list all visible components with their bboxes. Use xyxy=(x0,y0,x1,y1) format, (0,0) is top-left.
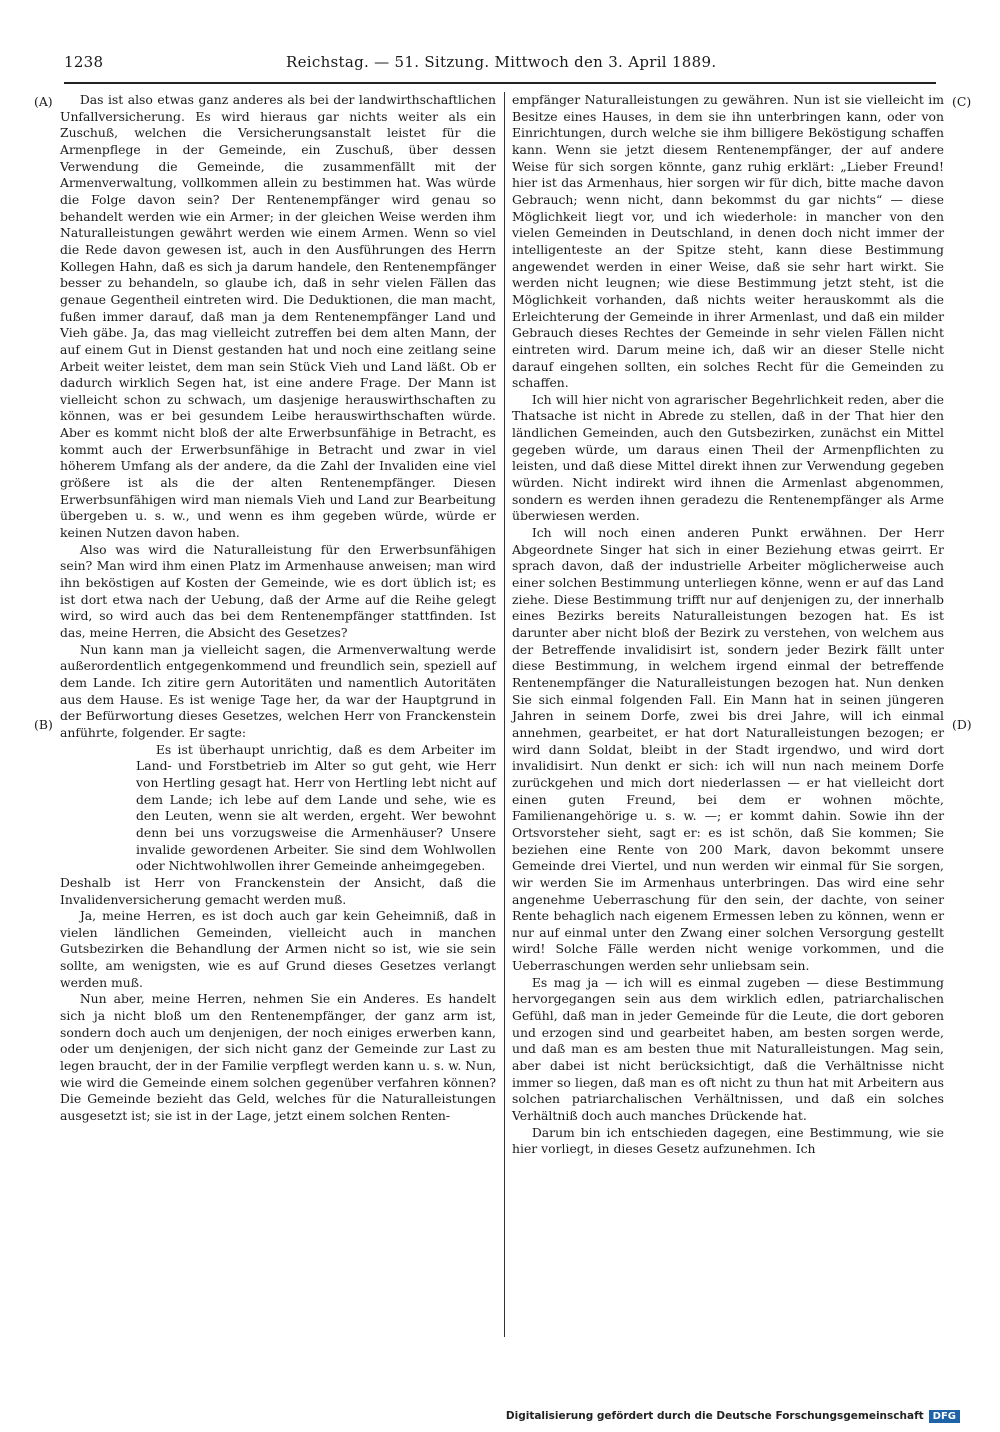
header-rule xyxy=(64,82,936,84)
paragraph: Es mag ja — ich will es einmal zugeben — diese Bestimmung hervorgegangen sein aus dem wirklich edlen, patriarchalischen Gefühl, daß man in jeder Gemeinde für die Leute, die dort geboren und erzogen sind und gearbeitet haben, am besten sorgen werde, und daß man es am besten thue mit Naturalleistungen. Mag sein, aber dabei ist nicht berücksichtigt, daß die Verhältnisse nicht immer so liegen, daß man es oft nicht zu thun hat mit Arbeitern aus solchen patriarchalischen Verhältnissen, und daß ein solches Verhältniß doch auch manches Drückende hat. xyxy=(512,974,944,1124)
block-quote: Es ist überhaupt unrichtig, daß es dem Arbeiter im Land- und Forstbetrieb im Alter so gut geht, wie Herr von Hertling gesagt hat. Herr von Hertling lebt nicht auf dem Lande; ich lebe auf dem Lande und sehe, wie es den Leuten, wenn sie alt werden, ergeht. Wer bewohnt denn bei uns vorzugsweise die Armenhäuser? Unsere invalide gewordenen Arbeiter. Sie sind dem Wohlwollen oder Nichtwohlwollen ihrer Gemeinde anheimgegeben. xyxy=(136,741,496,874)
paragraph: Nun aber, meine Herren, nehmen Sie ein Anderes. Es handelt sich ja nicht bloß um den Rentenempfänger, der ganz arm ist, sondern doch auch um denjenigen, der noch einiges erwerben kann, oder um denjenigen, der sich nicht ganz der Gemeinde zur Last zu legen braucht, der in der Familie verpflegt werden kann u. s. w. Nun, wie wird die Gemeinde einem solchen gegenüber verfahren können? Die Gemeinde bezieht das Geld, welches für die Naturalleistungen ausgesetzt ist; sie ist in der Lage, jetzt einem solchen Renten- xyxy=(60,991,496,1124)
paragraph: Ich will noch einen anderen Punkt erwähnen. Der Herr Abgeordnete Singer hat sich in einer Beziehung etwas geirrt. Er sprach davon, daß der industrielle Arbeiter möglicherweise auch einer solchen Bestimmung unterliegen könne, wenn er auf das Land ziehe. Diese Bestimmung trifft nur auf denjenigen zu, der innerhalb eines Bezirks bereits Naturalleistungen bezogen hat. Es ist darunter aber nicht bloß der Bezirk zu verstehen, von welchem aus der Betreffende invalidisirt ist, sondern jeder Bezirk fällt unter diese Bestimmung, in welchem irgend einmal der betreffende Rentenempfänger die Naturalleistungen bezogen hat. Nun denken Sie sich einmal folgenden Fall. Ein Mann hat in seinen jüngeren Jahren in seinem Dorfe, zwei bis drei Jahre, will ich einmal annehmen, gearbeitet, er hat dort Naturalleistungen bezogen; er wird dann Soldat, bleibt in der Stadt irgendwo, und wird dort invalidisirt. Nun denkt er sich: ich will nun nach meinem Dorfe zurückgehen und mich dort niederlassen — er hat vielleicht dort einen guten Freund, bei dem er wohnen möchte, Familienangehörige u. s. w. —; er kommt dahin. Sowie ihn der Ortsvorsteher sieht, sagt er: es ist schön, daß Sie kommen; Sie beziehen eine Rente von 200 Mark, davon bekommt unsere Gemeinde drei Viertel, und nun werden wir einmal für Sie sorgen, wir werden Sie im Armenhaus unterbringen. Das wird eine sehr angenehme Ueberraschung für den sein, der dachte, von seiner Rente behaglich nach eigenem Ermessen leben zu können, wenn er nur auf einmal unter den Zwang einer solchen Versorgung gestellt wird! Solche Fälle werden nicht wenige vorkommen, und die Ueberraschungen werden sehr unliebsam sein. xyxy=(512,525,944,974)
dfg-logo: DFG xyxy=(929,1410,960,1423)
margin-marker-c: (C) xyxy=(952,94,972,109)
margin-marker-a: (A) xyxy=(34,94,53,109)
paragraph: Ja, meine Herren, es ist doch auch gar kein Geheimniß, daß in vielen ländlichen Gemeinden, vielleicht auch in manchen Gutsbezirken die Behandlung der Armen nicht so ist, wie sie sein sollte, am wenigsten, wie es auf Grund dieses Gesetzes verlangt werden muß. xyxy=(60,908,496,990)
digitization-credit xyxy=(506,1408,960,1424)
running-title: Reichstag. — 51. Sitzung. Mittwoch den 3. April 1889. xyxy=(286,53,717,71)
paragraph: Darum bin ich entschieden dagegen, eine Bestimmung, wie sie hier vorliegt, in dieses Gesetz aufzunehmen. Ich xyxy=(512,1124,944,1157)
credit-text: Digitalisierung gefördert durch die Deutsche Forschungsgemeinschaft xyxy=(505,1410,924,1422)
page-number: 1238 xyxy=(64,53,104,71)
paragraph: Nun kann man ja vielleicht sagen, die Armenverwaltung werde außerordentlich entgegenkommend und freundlich sein, speziell auf dem Lande. Ich zitire gern Autoritäten und namentlich Autoritäten aus dem Hause. Es ist wenige Tage her, da war der Hauptgrund in der Befürwortung dieses Gesetzes, welchen Herr von Franckenstein anführte, folgender. Er sagte: xyxy=(60,641,496,740)
paragraph: empfänger Naturalleistungen zu gewähren. Nun ist sie vielleicht im Besitze eines Hauses, in dem sie ihn unterbringen kann, oder von Einrichtungen, durch welche sie ihm billigere Beköstigung schaffen kann. Wenn sie jetzt diesem Rentenempfänger, der auf andere Weise für sich sorgen könnte, ganz ruhig erklärt: „Lieber Freund! hier ist das Armenhaus, hier sorgen wir für dich, bitte mache davon Gebrauch; wenn nicht, dann bekommst du gar nichts“ — diese Möglichkeit liegt vor, und ich wiederhole: in mancher von den vielen Gemeinden in Deutschland, in denen doch nicht immer der intelligenteste an der Spitze steht, kann diese Bestimmung angewendet werden in einer Weise, daß sie sehr hart wirkt. Sie werden nicht leugnen; wie diese Bestimmung jetzt steht, ist die Möglichkeit vorhanden, daß nichts weiter herauskommt als die Erleichterung der Gemeinde in ihrer Armenlast, und daß ein milder Gebrauch dieses Rechtes der Gemeinde in sehr vielen Fällen nicht eintreten wird. Darum meine ich, daß wir an dieser Stelle nicht darauf eingehen sollten, ein solches Recht für die Gemeinden zu schaffen. xyxy=(512,92,944,391)
right-column xyxy=(512,92,944,1158)
paragraph: Ich will hier nicht von agrarischer Begehrlichkeit reden, aber die Thatsache ist nicht in Abrede zu stellen, daß in der That hier den ländlichen Gemeinden, auch den Gutsbezirken, zunächst ein Mittel gegeben würde, um daraus einen Theil der Armenpflichten zu leisten, und daß diese Mittel direkt ihnen zur Verwendung gegeben würden. Nicht indirekt wird ihnen die Armenlast abgenommen, sondern es werden ihnen geradezu die Rentenempfänger als Arme überwiesen werden. xyxy=(512,391,944,524)
column-divider xyxy=(504,92,505,1337)
margin-marker-b: (B) xyxy=(34,717,53,732)
paragraph: Das ist also etwas ganz anderes als bei der landwirthschaftlichen Unfallversicherung. Es wird hieraus gar nichts weiter als ein Zuschuß, welchen die Versicherungsanstalt leistet für die Armenpflege in der Gemeinde, ein Zuschuß, über dessen Verwendung die Gemeinde, die zusammenfällt mit der Armenverwaltung, vollkommen allein zu bestimmen hat. Was würde die Folge davon sein? Der Rentenempfänger wird genau so behandelt werden wie ein Armer; in der gleichen Weise werden ihm Naturalleistungen gewährt werden wie einem Armen. Wenn so viel die Rede davon gewesen ist, auch in den Ausführungen des Herrn Kollegen Hahn, daß es sich ja darum handele, den Rentenempfänger besser zu behandeln, so glaube ich, daß in sehr vielen Fällen das genaue Gegentheil eintreten wird. Die Deduktionen, die man macht, fußen immer darauf, daß man ja dem Rentenempfänger Land und Vieh gäbe. Ja, das mag vielleicht zutreffen bei dem alten Mann, der auf einem Gut in Dienst gestanden hat und noch eine zeitlang seine Arbeit weiter leistet, dem man sein Stück Vieh und Land läßt. Ob er dadurch wirklich Segen hat, ist eine andere Frage. Der Mann ist vielleicht schon zu schwach, um dasjenige herauswirthschaften zu können, was er bei gesundem Leibe herauswirthschaften würde. Aber es kommt nicht bloß der alte Erwerbsunfähige in Betracht, es kommt auch der Erwerbsunfähige in Betracht und zwar in viel höherem Umfang als der andere, da die Zahl der Invaliden eine viel größere ist als die der alten Rentenempfänger. Diesen Erwerbsunfähigen wird man niemals Vieh und Land zur Bearbeitung übergeben u. s. w., und wenn es ihm gegeben würde, würde er keinen Nutzen davon haben. xyxy=(60,92,496,541)
left-column xyxy=(60,92,496,1125)
margin-marker-d: (D) xyxy=(952,717,972,732)
paragraph: Deshalb ist Herr von Franckenstein der Ansicht, daß die Invalidenversicherung gemacht werden muß. xyxy=(60,874,496,907)
paragraph: Also was wird die Naturalleistung für den Erwerbsunfähigen sein? Man wird ihm einen Platz im Armenhause anweisen; man wird ihn beköstigen auf Kosten der Gemeinde, wie es dort üblich ist; es ist dort etwa nach der Uebung, daß der Arme auf die Reihe gelegt wird, so wird auch das bei dem Rentenempfänger stattfinden. Ist das, meine Herren, die Absicht des Gesetzes? xyxy=(60,541,496,640)
page-header xyxy=(64,50,936,76)
